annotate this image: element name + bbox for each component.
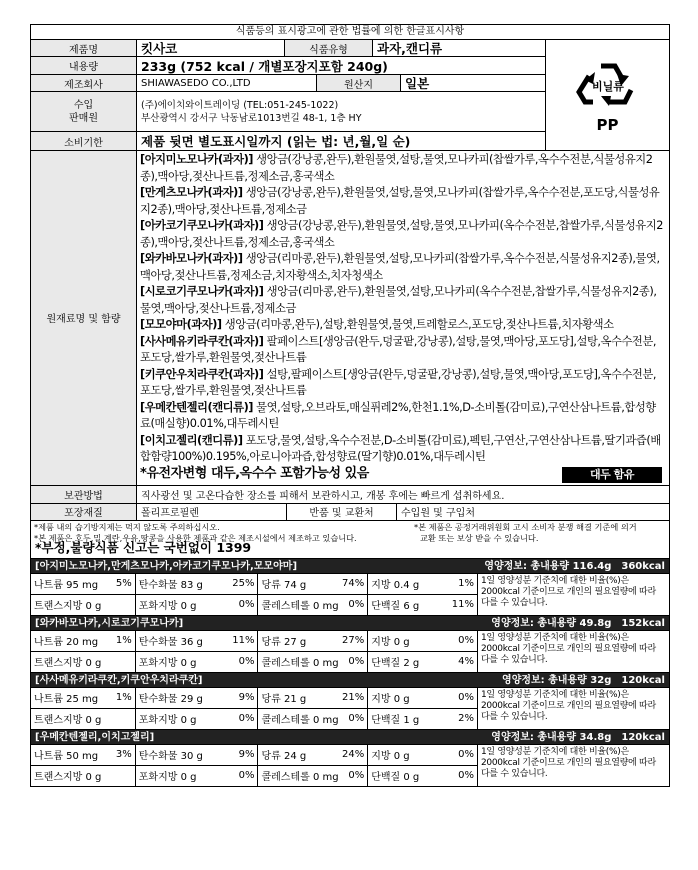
- note-exchange-2: 교환 또는 보상 받을 수 있습니다.: [420, 532, 539, 543]
- importer-label: 수입 판매원: [31, 92, 137, 131]
- sodium-cell-percent: 5%: [115, 578, 132, 589]
- ingredient-product-name: [아지미노모나카(과자)]: [140, 153, 254, 166]
- cholesterol-cell-percent: 0%: [348, 656, 365, 667]
- maker-value: SHIAWASEDO CO.,LTD: [137, 75, 317, 91]
- sugar-cell-percent: 74%: [342, 578, 365, 589]
- ingredient-product-name: [우메칸텐젤리(캔디류)]: [140, 400, 254, 414]
- sugar-cell: [258, 631, 368, 651]
- saturated-fat-cell-amount: 포화지방 0 g: [138, 715, 197, 726]
- fat-cell-percent: 0%: [458, 749, 474, 760]
- note-allergen-facility: *본 제품은 호두,밀,계란,우유,땅콩을 사용한 제품과 같은 제조시설에서 제조하고 있습니다.: [34, 532, 357, 543]
- ingredient-product-name: [키쿠안우치라쿠칸(과자)]: [140, 367, 264, 381]
- sugar-cell-amount: 당류 27 g: [261, 637, 307, 648]
- sodium-cell-percent: 1%: [115, 635, 132, 646]
- fat-cell: [368, 745, 477, 765]
- protein-cell-amount: 단백질 1 g: [371, 715, 420, 726]
- ingredient-text: 포도당,물엿,설탕,옥수수전분,D-소비톨(감미료),펙틴,구연산,구연산삼나트륨,딸기과즙(배합함량100%)0.195%,아로니아과즙,합성향료(딸기향)0.01%,대두레시틴: [140, 433, 661, 463]
- product-name-row: [31, 40, 545, 57]
- protein-cell-percent: 4%: [458, 656, 474, 667]
- saturated-fat-cell-amount: 포화지방 0 g: [138, 772, 197, 783]
- ingredient-text: 생앙금(강낭콩,완두),환원물엿,설탕,물엿,모나카피(찹쌀가루,옥수수전분,식물성유지2종),맥아당,젖산나트륨,정제소금,홍국색소: [140, 153, 653, 183]
- protein-cell-percent: 0%: [458, 770, 474, 781]
- product-info: [31, 40, 669, 151]
- packaging-row: [31, 504, 669, 521]
- ingredients-list: [140, 152, 666, 466]
- ingredient-product-name: [모모야마(과자)]: [140, 318, 222, 331]
- nutrition-products: [와카바모나카,시로코기쿠모나카]: [35, 617, 184, 629]
- trans-fat-cell-amount: 트랜스지방 0 g: [34, 715, 102, 726]
- notes-section: [31, 521, 669, 559]
- cholesterol-cell-percent: 0%: [348, 713, 365, 724]
- packaging-value: 폴리프로필렌: [137, 504, 287, 520]
- recycle-triangle-icon: [571, 56, 645, 114]
- ingredient-product-name: [와카바모나카(과자)]: [140, 252, 243, 265]
- fat-cell-amount: 지방 0 g: [371, 637, 410, 648]
- origin-label: 원산지: [317, 75, 401, 91]
- fat-cell-amount: 지방 0 g: [371, 751, 410, 762]
- trans-fat-cell-amount: 트랜스지방 0 g: [34, 601, 102, 612]
- sodium-cell-amount: 나트륨 20 mg: [34, 637, 99, 648]
- ingredient-text: 생앙금(리마콩,완두),환원물엿,설탕,모나카피(옥수수전분,찹쌀가루,식물성유지2종),물엿,맥아당,젖산나트륨,정제소금: [140, 285, 657, 315]
- ingredients-body: [137, 151, 669, 485]
- ingredient-product-name: [이치고젤리(캔디류)]: [140, 433, 243, 447]
- cholesterol-cell-amount: 콜레스테롤 0 mg: [261, 715, 339, 726]
- product-name: 킷사코: [137, 40, 285, 56]
- nutrition-footnote: 1일 영양성분 기준치에 대한 비율(%)은 2000kcal 기준이므로 개인의 필요열량에 따라 다를 수 있습니다.: [481, 632, 656, 665]
- sugar-cell: [258, 574, 368, 594]
- storage-label: 보관방법: [31, 486, 137, 503]
- nutrition-products: [우메칸텐젤리,이치고젤리]: [35, 731, 155, 743]
- sodium-cell-percent: 3%: [115, 749, 132, 760]
- nutrition-block: [31, 559, 669, 616]
- ingredient-product-name: [사사메유키라쿠칸(과자)]: [140, 334, 264, 348]
- nutrition-kcal: 120kcal: [621, 731, 665, 743]
- storage-row: [31, 486, 669, 504]
- expiry-label: 소비기한: [31, 132, 137, 150]
- sugar-cell-amount: 당류 74 g: [261, 580, 307, 591]
- cholesterol-cell: [258, 595, 368, 615]
- trans-fat-cell: [31, 766, 136, 786]
- packaging-label: 포장재질: [31, 504, 137, 520]
- cholesterol-cell-amount: 콜레스테롤 0 mg: [261, 772, 339, 783]
- cholesterol-cell-amount: 콜레스테롤 0 mg: [261, 658, 339, 669]
- recycle-mark: [546, 40, 669, 150]
- carbohydrate-cell-percent: 25%: [232, 578, 255, 589]
- nutrition-header: [31, 559, 669, 574]
- sugar-cell: [258, 745, 368, 765]
- saturated-fat-cell-percent: 0%: [238, 599, 255, 610]
- carbohydrate-cell-percent: 11%: [232, 635, 255, 646]
- ingredient-text: 생앙금(리마콩,완두),환원물엿,설탕,모나카피(찹쌀가루,옥수수전분,식물성유지2종),물엿,맥아당,젖산나트륨,정제소금,치자황색소,치자청색소: [140, 252, 660, 282]
- storage-value: 직사광선 및 고온다습한 장소를 피해서 보관하시고, 개봉 후에는 빠르게 섭취하세요.: [141, 490, 505, 502]
- nutrition-kcal: 152kcal: [621, 617, 665, 629]
- nutrition-kcal: 120kcal: [621, 674, 665, 686]
- importer-line1: (주)에이치와이트레이딩 (TEL:051-245-1022): [141, 99, 339, 111]
- importer-line2: 부산광역시 강서구 낙동남로1013번길 48-1, 1층 HY: [141, 112, 362, 124]
- food-type-label: 식품유형: [285, 40, 373, 56]
- saturated-fat-cell-amount: 포화지방 0 g: [138, 601, 197, 612]
- trans-fat-cell-amount: 트랜스지방 0 g: [34, 658, 102, 669]
- carbohydrate-cell-amount: 탄수화물 29 g: [138, 694, 203, 705]
- ingredient-text: 물엿,설탕,오브라토,매실퓌레2%,한천1.1%,D-소비톨(감미료),구연산삼나트륨,합성향료(매실향)0.01%,대두레시틴: [140, 400, 656, 430]
- ingredient-entry: [140, 152, 666, 185]
- saturated-fat-cell-percent: 0%: [238, 713, 255, 724]
- fat-cell: [368, 688, 477, 708]
- ingredient-text: 팔페이스트[생앙금(완두,덩굴팥,강낭콩),설탕,물엿,맥아당,포도당],설탕,옥수수전분,포도당,쌀가루,환원물엿,젖산나트륨: [140, 334, 656, 364]
- sugar-cell-percent: 24%: [342, 749, 365, 760]
- origin-value: 일본: [405, 76, 430, 91]
- protein-cell-percent: 2%: [458, 713, 474, 724]
- allergy-row: [140, 466, 666, 484]
- ingredients-label: 원재료명 및 함량: [31, 151, 137, 485]
- note-exchange-1: *본 제품은 공정거래위원회 고시 소비자 분쟁 해결 기준에 의거: [414, 521, 637, 532]
- trans-fat-cell: [31, 709, 136, 729]
- importer-value: [137, 92, 545, 131]
- allergy-badge: 대두 함유: [562, 467, 662, 483]
- cholesterol-cell-percent: 0%: [348, 770, 365, 781]
- sugar-cell: [258, 688, 368, 708]
- fat-cell: [368, 631, 477, 651]
- sugar-cell-percent: 21%: [342, 692, 365, 703]
- nutrition-total: 영양정보: 총내용량 49.8g: [491, 617, 612, 629]
- exchange-value: 수입원 및 구입처: [401, 508, 475, 519]
- product-name-label: 제품명: [31, 40, 137, 56]
- ingredient-product-name: [아카코기쿠모나카(과자)]: [140, 219, 264, 232]
- ingredient-entry: [140, 433, 666, 466]
- carbohydrate-cell: [136, 574, 259, 594]
- carbohydrate-cell: [136, 631, 259, 651]
- protein-cell-amount: 단백질 6 g: [371, 601, 420, 612]
- trans-fat-cell-amount: 트랜스지방 0 g: [34, 772, 102, 783]
- ingredient-entry: [140, 317, 666, 334]
- note-desiccant: *제품 내의 습기방지제는 먹지 않도록 주의하십시오.: [34, 521, 220, 532]
- fat-cell-amount: 지방 0 g: [371, 694, 410, 705]
- fat-cell-percent: 0%: [458, 635, 474, 646]
- content-label: 내용량: [31, 57, 137, 74]
- nutrition-products: [사사메유키라쿠칸,키쿠안우치라쿠칸]: [35, 674, 203, 686]
- saturated-fat-cell-percent: 0%: [238, 770, 255, 781]
- nutrition-total: 영양정보: 총내용량 34.8g: [491, 731, 612, 743]
- protein-cell: [368, 652, 477, 672]
- expiry-value: 제품 뒷면 별도표시일까지 (읽는 법: 년,월,일 순): [141, 134, 411, 149]
- saturated-fat-cell: [136, 766, 259, 786]
- allergy-note: *유전자변형 대두,옥수수 포함가능성 있음: [140, 466, 369, 482]
- cholesterol-cell-percent: 0%: [348, 599, 365, 610]
- nutrition-products: [아지미노모나카,만게츠모나카,아카코기쿠모나카,모모야마]: [35, 560, 298, 572]
- nutrition-footnote: 1일 영양성분 기준치에 대한 비율(%)은 2000kcal 기준이므로 개인의 필요열량에 따라 다를 수 있습니다.: [481, 575, 656, 608]
- ingredient-text: 설탕,팔페이스트[생앙금(완두,덩굴팥,강낭콩),설탕,물엿,맥아당,포도당],옥수수전분,포도당,쌀가루,환원물엿,젖산나트륨: [140, 367, 656, 397]
- content-value: 233g (752 kcal / 개별포장지포함 240g): [141, 58, 388, 74]
- nutrition-kcal: 360kcal: [621, 560, 665, 572]
- sodium-cell-amount: 나트륨 25 mg: [34, 694, 99, 705]
- protein-cell-percent: 11%: [451, 599, 474, 610]
- sodium-cell-amount: 나트륨 95 mg: [34, 580, 99, 591]
- nutrition-block: [31, 730, 669, 786]
- saturated-fat-cell-amount: 포화지방 0 g: [138, 658, 197, 669]
- fat-cell: [368, 574, 477, 594]
- carbohydrate-cell-amount: 탄수화물 36 g: [138, 637, 203, 648]
- recycle-material-text: 비닐류: [591, 80, 624, 93]
- fat-cell-percent: 1%: [458, 578, 474, 589]
- fat-cell-percent: 0%: [458, 692, 474, 703]
- carbohydrate-cell-percent: 9%: [238, 749, 255, 760]
- fat-cell-amount: 지방 0.4 g: [371, 580, 420, 591]
- nutrition-section: [31, 559, 669, 786]
- trans-fat-cell: [31, 595, 136, 615]
- cholesterol-cell-amount: 콜레스테롤 0 mg: [261, 601, 339, 612]
- carbohydrate-cell: [136, 688, 259, 708]
- ingredient-product-name: [만게츠모나카(과자)]: [140, 186, 243, 199]
- ingredient-product-name: [시로코기쿠모나카(과자)]: [140, 285, 264, 298]
- cholesterol-cell: [258, 709, 368, 729]
- label-title: 식품등의 표시광고에 관한 법률에 의한 한글표시사항: [31, 25, 669, 40]
- nutrition-total: 영양정보: 총내용량 32g: [502, 674, 612, 686]
- ingredient-entry: [140, 218, 666, 251]
- recycle-material-code: PP: [596, 116, 619, 134]
- saturated-fat-cell: [136, 595, 259, 615]
- ingredient-entry: [140, 334, 666, 367]
- carbohydrate-cell-percent: 9%: [238, 692, 255, 703]
- saturated-fat-cell-percent: 0%: [238, 656, 255, 667]
- ingredient-text: 생앙금(강낭콩,완두),환원물엿,설탕,물엿,모나카피(옥수수전분,찹쌀가루,식물성유지2종),맥아당,젖산나트륨,정제소금,홍국색소: [140, 219, 663, 249]
- nutrition-header: [31, 616, 669, 631]
- food-label: [30, 24, 670, 787]
- cholesterol-cell: [258, 652, 368, 672]
- sugar-cell-percent: 27%: [342, 635, 365, 646]
- importer-row: [31, 92, 545, 132]
- ingredient-entry: [140, 367, 666, 400]
- nutrition-header: [31, 730, 669, 745]
- saturated-fat-cell: [136, 652, 259, 672]
- trans-fat-cell: [31, 652, 136, 672]
- ingredient-text: 생앙금(리마콩,완두),설탕,환원물엿,물엿,트레할로스,포도당,젖산나트륨,치자황색소: [221, 318, 614, 331]
- protein-cell-amount: 단백질 0 g: [371, 772, 420, 783]
- ingredient-entry: [140, 400, 666, 433]
- maker-row: [31, 75, 545, 92]
- sugar-cell-amount: 당류 21 g: [261, 694, 307, 705]
- carbohydrate-cell-amount: 탄수화물 30 g: [138, 751, 203, 762]
- sodium-cell-amount: 나트륨 50 mg: [34, 751, 99, 762]
- expiry-row: [31, 132, 545, 150]
- ingredient-entry: [140, 251, 666, 284]
- carbohydrate-cell: [136, 745, 259, 765]
- sodium-cell: [31, 745, 136, 765]
- cholesterol-cell: [258, 766, 368, 786]
- sodium-cell: [31, 631, 136, 651]
- nutrition-footnote: 1일 영양성분 기준치에 대한 비율(%)은 2000kcal 기준이므로 개인의 필요열량에 따라 다를 수 있습니다.: [481, 746, 656, 779]
- ingredient-entry: [140, 284, 666, 317]
- protein-cell: [368, 709, 477, 729]
- nutrition-block: [31, 673, 669, 730]
- protein-cell: [368, 595, 477, 615]
- nutrition-total: 영양정보: 총내용량 116.4g: [484, 560, 612, 572]
- sodium-cell-percent: 1%: [115, 692, 132, 703]
- sodium-cell: [31, 688, 136, 708]
- sugar-cell-amount: 당류 24 g: [261, 751, 307, 762]
- nutrition-footnote: 1일 영양성분 기준치에 대한 비율(%)은 2000kcal 기준이므로 개인의 필요열량에 따라 다를 수 있습니다.: [481, 689, 656, 722]
- ingredient-entry: [140, 185, 666, 218]
- report-hotline: *부정,불량식품 신고는 국번없이 1399: [35, 539, 252, 555]
- ingredients-section: [31, 151, 669, 486]
- exchange-label: 반품 및 교환처: [287, 504, 397, 520]
- ingredient-text: 생앙금(강낭콩,완두),환원물엿,설탕,물엿,모나카피(찹쌀가루,옥수수전분,포도당,식물성유지2종),맥아당,젖산나트륨,정제소금: [140, 186, 660, 216]
- carbohydrate-cell-amount: 탄수화물 83 g: [138, 580, 203, 591]
- protein-cell: [368, 766, 477, 786]
- sodium-cell: [31, 574, 136, 594]
- saturated-fat-cell: [136, 709, 259, 729]
- food-type: 과자,캔디류: [377, 41, 443, 56]
- nutrition-header: [31, 673, 669, 688]
- maker-label: 제조회사: [31, 75, 137, 91]
- content-row: [31, 57, 545, 75]
- protein-cell-amount: 단백질 2 g: [371, 658, 420, 669]
- nutrition-block: [31, 616, 669, 673]
